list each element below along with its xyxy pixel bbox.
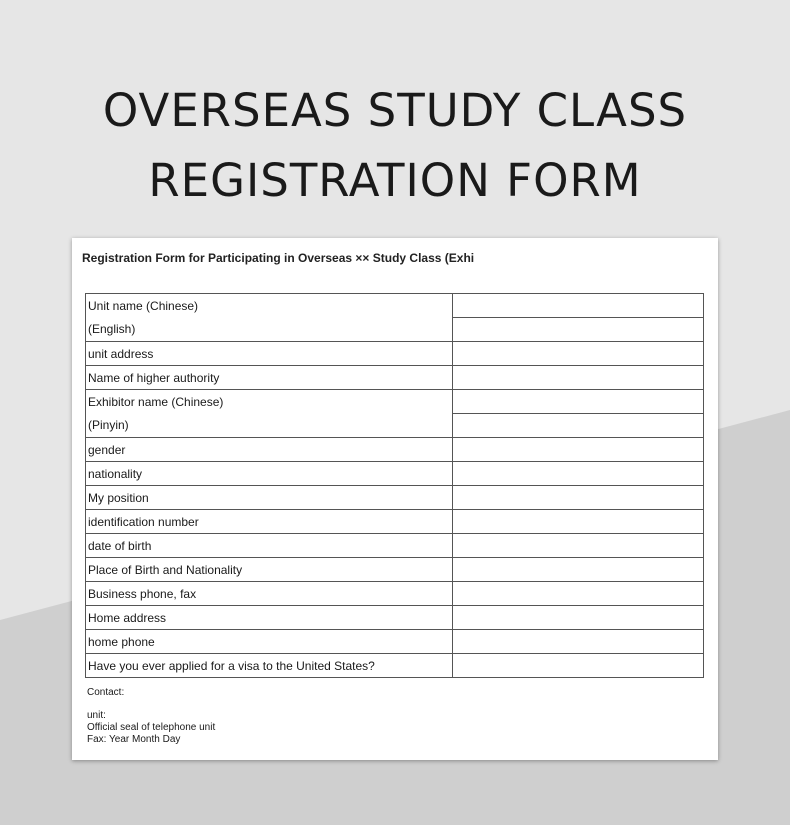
table-row	[86, 342, 704, 366]
table-row	[86, 486, 704, 510]
input-exhibitor-name-chinese[interactable]	[453, 390, 704, 414]
row-label-exhibitor-name-chinese: Exhibitor name (Chinese)	[86, 390, 453, 414]
input-gender[interactable]	[453, 438, 704, 462]
row-label-unit-name-english: (English)	[86, 318, 453, 342]
row-label-home-address: Home address	[86, 606, 453, 630]
input-business-phone[interactable]	[453, 582, 704, 606]
table-row	[86, 510, 704, 534]
page-title-line-2: REGISTRATION FORM	[148, 154, 642, 207]
input-home-phone[interactable]	[453, 630, 704, 654]
input-unit-address[interactable]	[453, 342, 704, 366]
row-label-date-of-birth: date of birth	[86, 534, 453, 558]
input-us-visa[interactable]	[453, 654, 704, 678]
row-label-exhibitor-name-pinyin: (Pinyin)	[86, 414, 453, 438]
row-label-unit-address: unit address	[86, 342, 453, 366]
row-label-home-phone: home phone	[86, 630, 453, 654]
row-label-business-phone: Business phone, fax	[86, 582, 453, 606]
row-label-gender: gender	[86, 438, 453, 462]
footer-notes	[87, 710, 215, 746]
input-nationality[interactable]	[453, 462, 704, 486]
contact-note: Contact:	[87, 687, 125, 698]
row-label-higher-authority: Name of higher authority	[86, 366, 453, 390]
table-row	[86, 366, 704, 390]
input-position[interactable]	[453, 486, 704, 510]
row-label-identification-number: identification number	[86, 510, 453, 534]
table-row	[86, 414, 704, 438]
page-title-line-1: OVERSEAS STUDY CLASS	[102, 84, 688, 137]
sheet-heading	[82, 251, 704, 265]
fax-note: Fax: Year Month Day	[87, 734, 181, 745]
row-label-nationality: nationality	[86, 462, 453, 486]
row-label-place-of-birth: Place of Birth and Nationality	[86, 558, 453, 582]
input-unit-name-chinese[interactable]	[453, 294, 704, 318]
table-row	[86, 462, 704, 486]
table-row	[86, 294, 704, 318]
registration-table	[85, 293, 704, 678]
input-unit-name-english[interactable]	[453, 318, 704, 342]
input-identification-number[interactable]	[453, 510, 704, 534]
table-row	[86, 558, 704, 582]
input-higher-authority[interactable]	[453, 366, 704, 390]
row-label-unit-name-chinese: Unit name (Chinese)	[86, 294, 453, 318]
table-row	[86, 390, 704, 414]
table-row	[86, 630, 704, 654]
table-row	[86, 318, 704, 342]
table-row	[86, 606, 704, 630]
form-sheet	[72, 238, 718, 760]
row-label-position: My position	[86, 486, 453, 510]
sheet-heading-text: Registration Form for Participating in Overseas ×× Study Class (Exhi	[82, 251, 475, 265]
table-row	[86, 534, 704, 558]
table-row	[86, 654, 704, 678]
seal-note: Official seal of telephone unit	[87, 722, 216, 733]
input-home-address[interactable]	[453, 606, 704, 630]
input-place-of-birth[interactable]	[453, 558, 704, 582]
input-date-of-birth[interactable]	[453, 534, 704, 558]
input-exhibitor-name-pinyin[interactable]	[453, 414, 704, 438]
table-row	[86, 582, 704, 606]
row-label-us-visa: Have you ever applied for a visa to the United States?	[86, 654, 453, 678]
table-row	[86, 438, 704, 462]
unit-note: unit:	[87, 710, 106, 721]
